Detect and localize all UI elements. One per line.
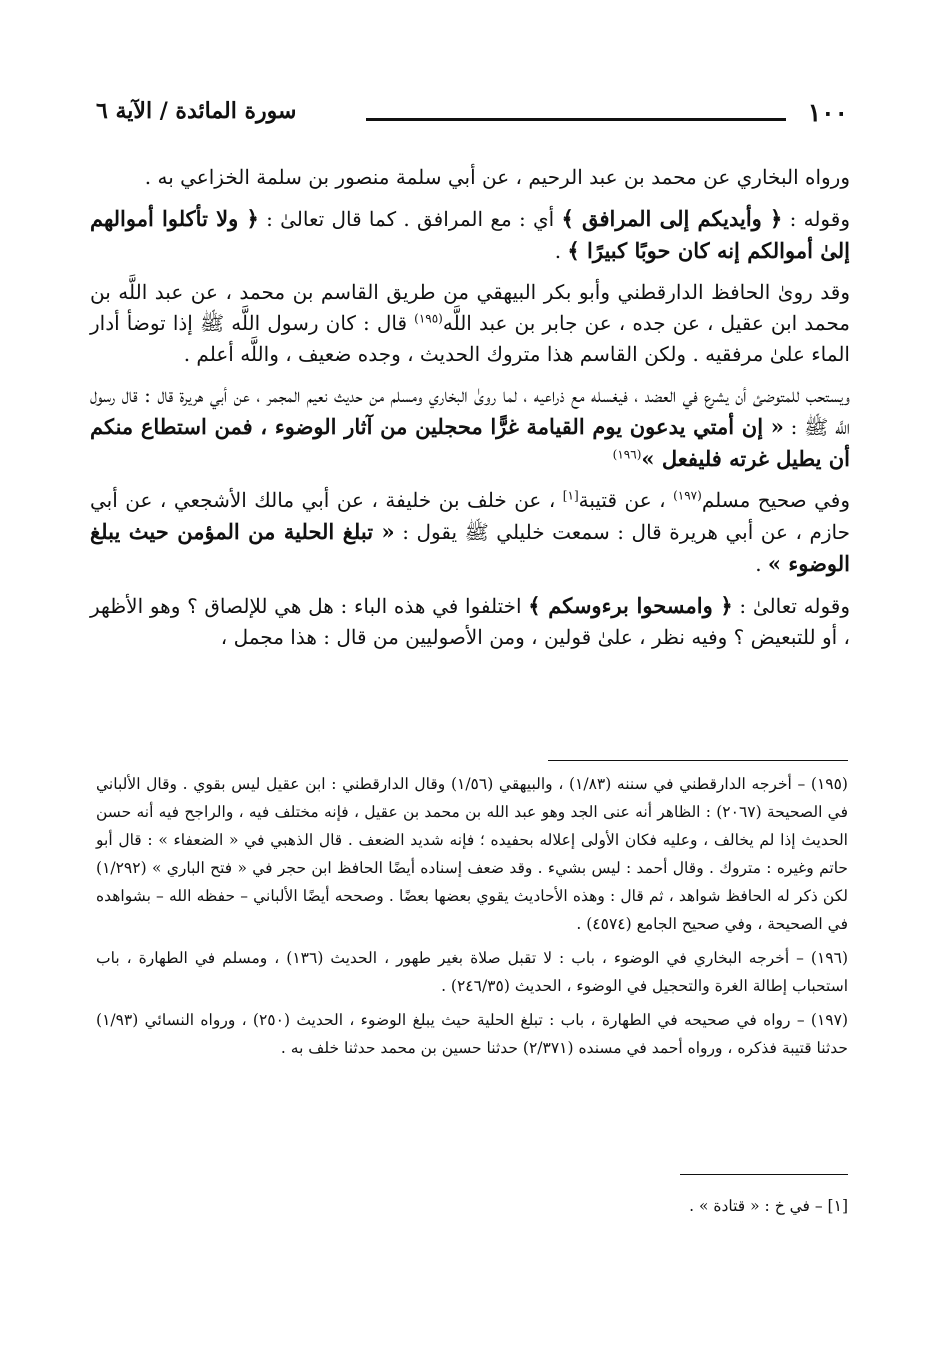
hadith-quote: « إن أمتي يدعون يوم القيامة غرًّا محجلين من آثار الوضوء ، فمن استطاع منكم أن يطيل غرته فليفعل » — [90, 414, 850, 471]
footnote-196: (١٩٦) – أخرجه البخاري في الوضوء ، باب : لا تقبل صلاة بغير طهور ، الحديث (١٣٦) ، ومسلم في الطهارة ، باب استحباب إطالة الغرة والتحجيل في الوضوء ، الحديث (٢٤٦/٣٥) . — [96, 949, 848, 995]
footnote-197: (١٩٧) – رواه في صحيحه في الطهارة ، باب : تبلغ الحلية حيث يبلغ الوضوء ، الحديث (٢٥٠) ، ورواه النسائي (١/٩٣) حدثنا قتيبة فذكره ، ورواه أحمد في مسنده (٢/٣٧١) حدثنا حسين بن محمد حدثنا خلف به . — [96, 1011, 848, 1057]
page-number: ١٠٠ — [807, 98, 848, 127]
main-text — [90, 162, 850, 661]
paragraph-text: ، عن قتيبة — [578, 488, 674, 512]
footnote-ref: (١٩٦) — [612, 447, 642, 462]
paragraph-2 — [90, 203, 850, 267]
critical-note-ref: [١] — [562, 488, 579, 503]
paragraph-text: وقد روىٰ الحافظ الدارقطني وأبو بكر البيهقي من طريق القاسم بن محمد ، عن عبد اللَّه بن محمد ابن عقيل ، عن جده ، عن جابر بن عبد اللَّه — [90, 280, 850, 335]
footnotes — [96, 770, 848, 1068]
paragraph-5 — [90, 485, 850, 580]
footnote-195: (١٩٥) – أخرجه الدارقطني في سننه (١/٨٣) ، والبيهقي (١/٥٦) وقال الدارقطني : ابن عقيل ليس بقوي . وقال الألباني في الصحيحة (٢٠٦٧) : الظاهر أنه عنى الجد وهو عبد الله بن محمد بن عقيل ، فإنه مختلف فيه ، والراجح فيه أنه حسن الحديث إذا لم يخالف ، وعليه فكان الأولى إعلاله بحفيده ؛ فإنه شديد الضعف . قال الذهبي في « الضعفاء » : قال أبو حاتم وغيره : متروك . وقال أحمد : ليس بشيء . وقد ضعف إسناده أيضًا الحافظ ابن حجر في « فتح الباري » (١/٢٩٢) لكن ذكر له الحافظ شواهد ، ثم قال : وهذه الأحاديث يقوي بعضها بعضًا . وصححه أيضًا الألباني – حفظه الله – بشواهده في الصحيحة ، وفي صحيح الجامع (٤٥٧٤) . — [96, 775, 848, 933]
paragraph-text: وفي صحيح مسلم — [701, 488, 850, 512]
paragraph-text: أي : مع المرافق . كما قال تعالىٰ : — [258, 207, 562, 231]
page-header — [96, 96, 848, 136]
critical-note-separator — [680, 1174, 848, 1175]
paragraph-text: قال : كان رسول اللَّه ﷺ إذا توضأ أدار الماء علىٰ مرفقيه . ولكن القاسم هذا متروك الحديث ، وجده ضعيف ، واللَّه أعلم . — [90, 311, 850, 366]
paragraph-text: . — [554, 239, 568, 263]
paragraph-3 — [90, 277, 850, 370]
paragraph-text: ورواه البخاري عن محمد بن عبد الرحيم ، عن أبي سلمة منصور بن سلمة الخزاعي به . — [144, 165, 850, 189]
critical-note: [١] – في خ : « قتادة » . — [689, 1197, 848, 1215]
quran-quote: ﴿ وأيديكم إلى المرافق ﴾ — [561, 206, 783, 231]
paragraph-1 — [90, 162, 850, 193]
paragraph-4 — [90, 380, 850, 475]
hadith-quote: « تبلغ الحلية من المؤمن حيث يبلغ الوضوء » — [90, 519, 850, 576]
quran-quote: ﴿ وامسحوا برءوسكم ﴾ — [528, 593, 733, 618]
footnote-separator — [548, 760, 848, 761]
paragraph-text: ويستحب للمتوضئ أن يشرع في العضد ، فيغسله مع ذراعيه ، لما روىٰ البخاري ومسلم من حديث نعيم المجمر ، عن أبي هريرة قال : قال رسول اللَّه ﷺ : — [90, 383, 850, 439]
paragraph-text: ، عن خلف بن خليفة ، عن أبي مالك الأشجعي ، عن أبي حازم ، عن أبي هريرة قال : سمعت خليلي ﷺ يقول : — [90, 488, 850, 544]
header-rule — [366, 118, 786, 121]
paragraph-text: وقوله : — [782, 207, 850, 231]
footnote-ref: (١٩٥) — [414, 311, 443, 326]
paragraph-text: وقوله تعالىٰ : — [732, 594, 850, 618]
running-title: سورة المائدة / الآية ٦ — [96, 98, 297, 124]
paragraph-6 — [90, 590, 850, 653]
quran-quote: ﴿ ولا تأكلوا أموالهم إلىٰ أموالكم إنه كان حوبًا كبيرًا ﴾ — [90, 206, 850, 263]
paragraph-text: اختلفوا في هذه الباء : هل هي للإلصاق ؟ وهو الأظهر ، أو للتبعيض ؟ وفيه نظر ، علىٰ قولين ، ومن الأصوليين من قال : هذا مجمل ، — [90, 594, 850, 649]
paragraph-text: . — [755, 552, 768, 576]
footnote-ref: (١٩٧) — [673, 488, 702, 503]
